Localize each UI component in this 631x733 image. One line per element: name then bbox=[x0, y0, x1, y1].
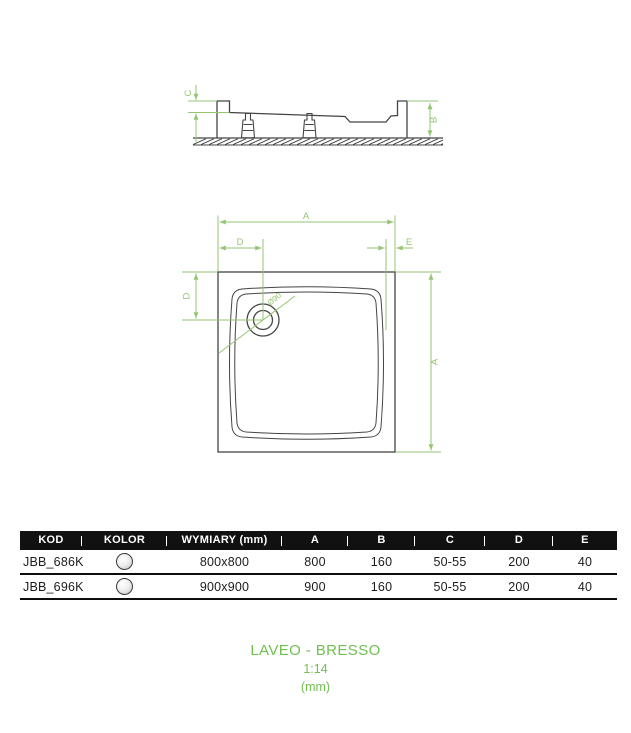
dimension-a-right bbox=[396, 272, 441, 452]
tray-leg bbox=[303, 114, 316, 138]
dimensions-cell: 900x900 bbox=[199, 579, 250, 594]
value-b: 160 bbox=[370, 554, 393, 569]
dimensions-cell: 800x800 bbox=[199, 554, 250, 569]
drain-diameter-label: Ø90 bbox=[265, 290, 284, 308]
value-e: 40 bbox=[577, 554, 593, 569]
floor-hatch bbox=[193, 139, 443, 145]
value-a: 800 bbox=[304, 554, 326, 569]
col-header-b: B bbox=[348, 531, 415, 550]
col-header-kolor: KOLOR bbox=[82, 531, 167, 550]
dimension-e bbox=[367, 237, 413, 330]
dim-label-b: B bbox=[428, 116, 440, 124]
value-a: 900 bbox=[304, 579, 326, 594]
dim-label-d-left: D bbox=[181, 292, 193, 300]
col-header-kod: KOD bbox=[20, 531, 82, 550]
color-swatch-white bbox=[116, 578, 133, 595]
top-view bbox=[182, 211, 442, 452]
value-e: 40 bbox=[577, 579, 593, 594]
col-header-wymiary: WYMIARY (mm) bbox=[167, 531, 282, 550]
dim-label-c: C bbox=[183, 89, 194, 97]
value-d: 200 bbox=[508, 554, 530, 569]
tray-leg bbox=[242, 114, 255, 138]
dimension-b bbox=[407, 101, 440, 137]
product-name: LAVEO - BRESSO bbox=[250, 642, 381, 659]
dim-label-e: E bbox=[405, 237, 413, 248]
dimension-d-top bbox=[220, 237, 264, 320]
color-cell bbox=[82, 553, 167, 570]
dimension-d-left bbox=[182, 272, 264, 320]
col-header-c: C bbox=[415, 531, 485, 550]
footer bbox=[0, 641, 631, 696]
col-header-d: D bbox=[485, 531, 553, 550]
table-row bbox=[20, 575, 617, 600]
table-row bbox=[20, 550, 617, 575]
col-header-a: A bbox=[282, 531, 348, 550]
dim-label-a-top: A bbox=[302, 211, 310, 222]
basin-outline-outer bbox=[230, 287, 384, 440]
value-d: 200 bbox=[508, 579, 530, 594]
drawing-scale: 1:14 bbox=[303, 662, 328, 676]
spec-table bbox=[20, 531, 617, 600]
product-code: JBB_686K bbox=[23, 554, 84, 569]
color-cell bbox=[82, 578, 167, 595]
drawing-units: (mm) bbox=[300, 680, 331, 694]
col-header-e: E bbox=[581, 534, 589, 546]
dimension-a-top bbox=[218, 211, 395, 272]
dimension-c bbox=[183, 85, 230, 142]
dim-label-a-right: A bbox=[429, 358, 441, 366]
product-code: JBB_696K bbox=[23, 579, 84, 594]
spec-table-header bbox=[20, 531, 617, 550]
value-c: 50-55 bbox=[433, 554, 467, 569]
color-swatch-white bbox=[116, 553, 133, 570]
cross-section-view bbox=[183, 85, 443, 145]
value-b: 160 bbox=[370, 579, 393, 594]
value-c: 50-55 bbox=[433, 579, 467, 594]
tray-outer-edge bbox=[218, 272, 395, 452]
dim-label-d-top: D bbox=[236, 237, 244, 248]
